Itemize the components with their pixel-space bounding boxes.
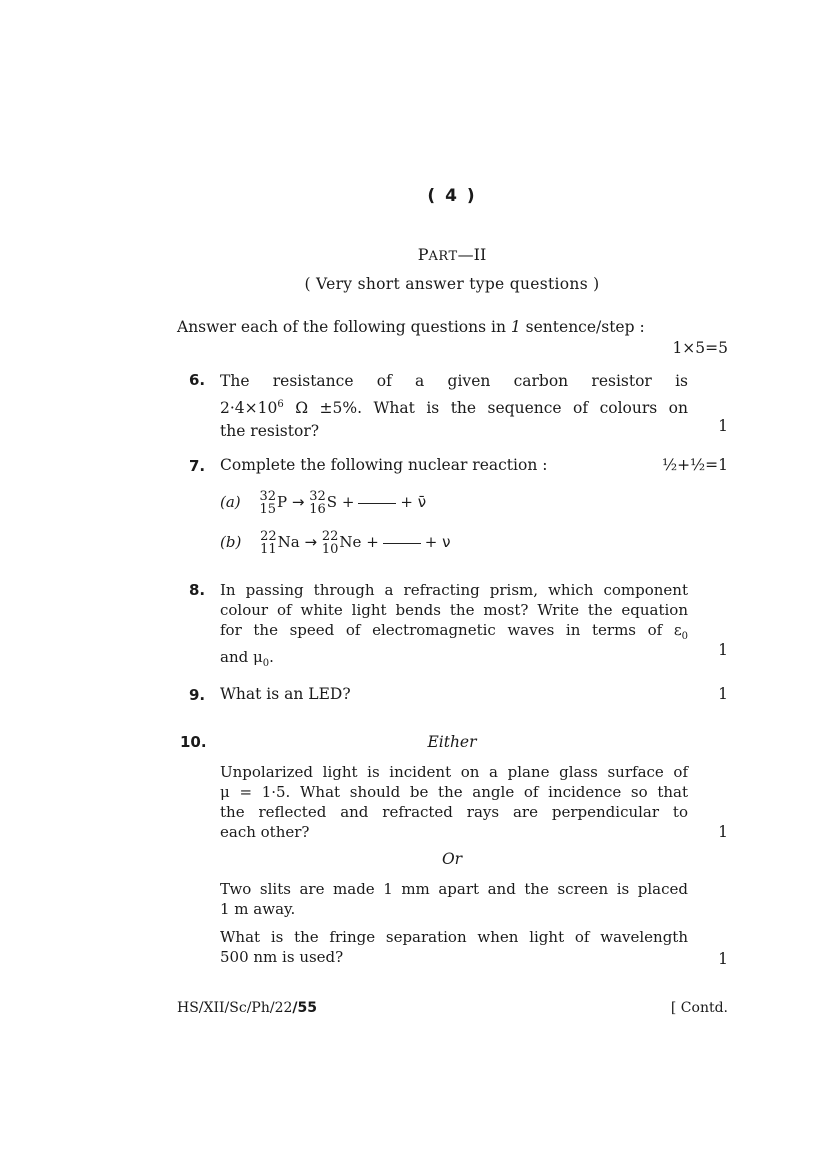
q6-marks: 1 <box>718 417 728 435</box>
q10-either-line1: Unpolarized light is incident on a plane glass surface of <box>220 763 688 781</box>
page-number: ( 4 ) <box>427 186 477 206</box>
q8-mu-sub: 0 <box>262 658 270 669</box>
instruction-marks: 1×5=5 <box>672 339 728 357</box>
q7-marks: ½+½=1 <box>662 456 728 474</box>
q7b-nucleus1: 22 11 <box>260 529 277 557</box>
q8-line4 <box>220 647 688 674</box>
q10-or-marks: 1 <box>718 950 728 968</box>
q9-marks: 1 <box>718 685 728 703</box>
part-heading-art: ART <box>428 249 458 264</box>
q10-either-marks: 1 <box>718 823 728 841</box>
q6-line2 <box>220 393 688 420</box>
instruction-num: 1 <box>510 318 521 336</box>
q8-line3-text: for the speed of electromagnetic waves in terms of ε <box>220 621 682 639</box>
part-heading-rest: —II <box>457 245 487 264</box>
q7b-blank <box>383 543 421 544</box>
q7a-symbol1: P <box>276 493 288 511</box>
q10-or-line2: 1 m away. <box>220 900 296 918</box>
q7b-label: (b) <box>220 533 242 551</box>
q10-or: Or <box>441 850 463 868</box>
section-subtitle: ( Very short answer type questions ) <box>304 275 600 293</box>
q10-or-line3: What is the fringe separation when light of wavelength <box>220 928 688 946</box>
instruction-pre: Answer each of the following questions in <box>177 318 511 336</box>
q7a-arrow: → <box>291 493 305 511</box>
q7a-symbol2: S <box>326 493 338 511</box>
q8-line4-end: . <box>269 648 274 666</box>
q8-text <box>220 580 688 674</box>
q10-number: 10. <box>180 733 207 751</box>
q10-either-line4: each other? <box>220 823 310 841</box>
paper-code-prefix: HS/XII/Sc/Ph/22 <box>177 1000 293 1016</box>
q7b-arrow: → <box>304 533 318 551</box>
q6-line1: The resistance of a given carbon resistor is <box>220 372 688 390</box>
q8-line4-text: and μ <box>220 648 263 666</box>
contd-note: [ Contd. <box>670 1000 728 1016</box>
paper-code <box>177 1000 317 1016</box>
q8-marks: 1 <box>718 641 728 659</box>
q10-or-line4: 500 nm is used? <box>220 948 344 966</box>
q8-number: 8. <box>189 581 206 599</box>
q7a-label: (a) <box>220 493 241 511</box>
q7a-plus1: + <box>341 493 355 511</box>
q7b-plus2: + <box>424 533 438 551</box>
part-heading-p: P <box>417 245 429 264</box>
q7b-plus1: + <box>366 533 379 551</box>
part-heading <box>0 245 827 264</box>
q7b-equation <box>220 530 451 556</box>
q10-either-line3: the reflected and refracted rays are perpendicular to <box>220 803 688 821</box>
q6-value: 2·4×10 <box>220 399 278 418</box>
q7a-antineutrino: ν̄ <box>417 493 427 511</box>
q7b-neutrino: ν <box>442 533 451 551</box>
q7a-nucleus2: 32 16 <box>309 489 326 517</box>
q10-or-line1: Two slits are made 1 mm apart and the screen is placed <box>220 880 688 898</box>
q6-line2-rest: Ω ±5%. What is the sequence of colours on <box>283 399 688 418</box>
q7-number: 7. <box>189 457 206 475</box>
q7a-plus2: + <box>400 493 413 511</box>
q6-exponent: 6 <box>277 399 284 410</box>
q8-line1: In passing through a refracting prism, which component <box>220 581 688 599</box>
q10-or-text <box>220 879 688 967</box>
instruction-post: sentence/step : <box>520 318 645 336</box>
q6-number: 6. <box>189 371 206 389</box>
q9-text: What is an LED? <box>220 685 351 703</box>
q7b-symbol2: Ne <box>339 533 362 551</box>
q8-epsilon-sub: 0 <box>681 631 688 642</box>
q10-either: Either <box>427 733 477 751</box>
q7a-blank <box>358 503 396 504</box>
q6-line3: the resistor? <box>220 422 320 441</box>
q7a-equation <box>220 490 426 516</box>
q7a-nucleus1: 32 15 <box>259 489 276 517</box>
q7b-symbol1: Na <box>277 533 300 551</box>
q6-text <box>220 370 688 443</box>
q8-line3 <box>220 620 688 647</box>
q7-text: Complete the following nuclear reaction : <box>220 456 548 474</box>
q10-either-text <box>220 762 688 842</box>
q7b-nucleus2: 22 10 <box>321 529 339 557</box>
instruction <box>177 318 693 336</box>
q10-either-line2: μ = 1·5. What should be the angle of incidence so that <box>220 783 688 801</box>
paper-code-suffix: /55 <box>292 1000 317 1016</box>
q8-line2: colour of white light bends the most? Write the equation <box>220 601 688 619</box>
q9-number: 9. <box>189 686 206 704</box>
